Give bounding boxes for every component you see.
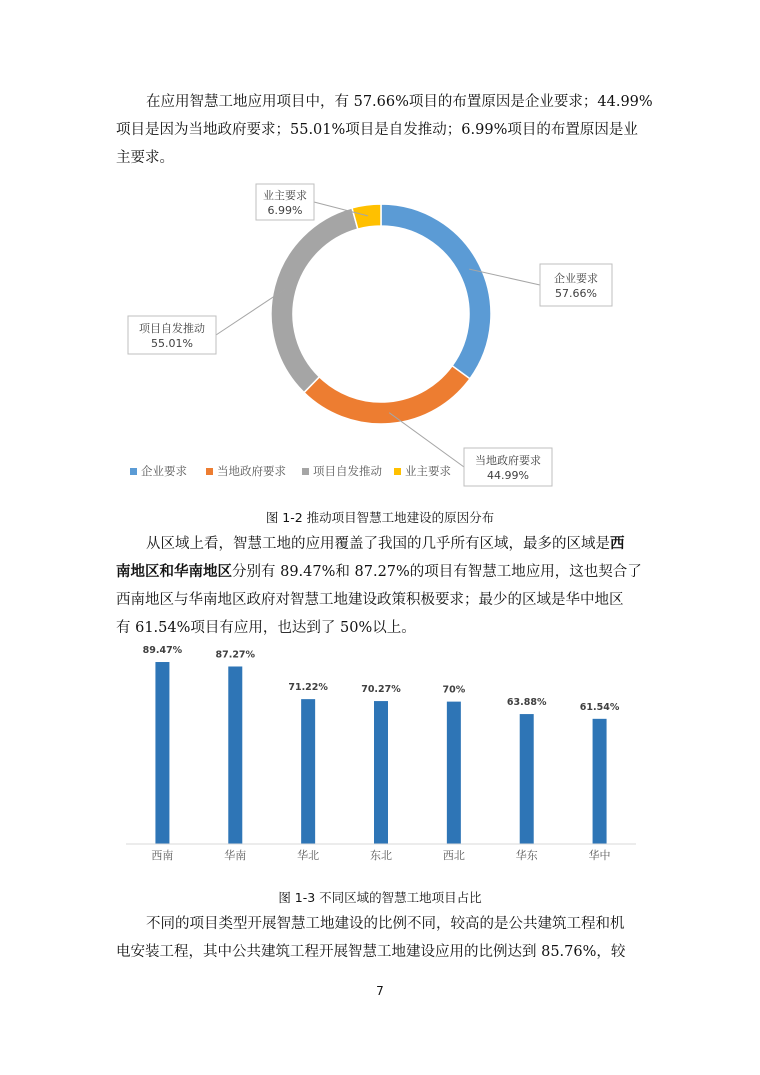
- leader-line: [389, 413, 464, 467]
- bar-西南: [155, 662, 169, 844]
- x-tick-label: 华中: [588, 849, 611, 862]
- legend-swatch: [130, 468, 137, 475]
- x-tick-label: 西南: [151, 849, 174, 862]
- slice-value-label: 44.99%: [487, 469, 529, 482]
- text-line: 西南地区与华南地区政府对智慧工地建设政策积极要求；最少的区域是华中地区: [116, 592, 624, 608]
- text-segment: 从区域上看，智慧工地的应用覆盖了我国的几乎所有区域，最多的区域是: [146, 536, 610, 552]
- text-line: 主要求。: [116, 150, 174, 166]
- text-line: [116, 530, 646, 558]
- legend-label: 当地政府要求: [217, 464, 286, 478]
- paragraph-reasons: [116, 88, 653, 172]
- x-tick-label: 东北: [370, 849, 392, 862]
- x-tick-label: 华东: [515, 849, 538, 862]
- bar-value-label: 70%: [442, 684, 466, 696]
- bar-东北: [374, 701, 388, 844]
- bar-华南: [228, 666, 242, 844]
- x-tick-labels: [151, 848, 610, 862]
- donut-slice-4: [352, 204, 381, 229]
- donut-slices: [271, 204, 491, 424]
- text-line: 在应用智慧工地应用项目中，有 57.66%项目的布置原因是企业要求；44.99%: [146, 94, 653, 110]
- bar-value-label: 70.27%: [361, 684, 401, 696]
- donut-slice-2: [304, 366, 470, 424]
- legend-label: 业主要求: [405, 464, 451, 478]
- bar-value-label: 63.88%: [506, 697, 547, 709]
- donut-slice-3: [271, 208, 358, 393]
- bar-西北: [447, 702, 461, 844]
- slice-name-label: 当地政府要求: [475, 454, 541, 467]
- slice-value-label: 6.99%: [267, 204, 303, 217]
- donut-legend: [130, 464, 451, 478]
- legend-label: 项目自发推动: [313, 464, 382, 478]
- paragraph-project-types: [116, 910, 646, 966]
- slice-value-label: 57.66%: [555, 287, 597, 300]
- bar-华北: [301, 699, 315, 844]
- bar-value-label: 71.22%: [288, 682, 328, 694]
- page-number: 7: [376, 984, 384, 998]
- donut-leaders: [216, 202, 540, 467]
- slice-name-label: 业主要求: [263, 189, 307, 202]
- bold-text: 西: [610, 536, 625, 552]
- text-line: 电安装工程，其中公共建筑工程开展智慧工地建设应用的比例达到 85.76%，较: [116, 944, 626, 960]
- legend-swatch: [302, 468, 309, 475]
- bar-chart: [116, 645, 646, 877]
- paragraph-regions: [116, 530, 646, 642]
- slice-name-label: 项目自发推动: [139, 322, 205, 335]
- x-tick-label: 华北: [297, 849, 320, 862]
- text-line: 项目是因为当地政府要求；55.01%项目是自发推动；6.99%项目的布置原因是业: [116, 122, 638, 138]
- bar-华中: [593, 719, 607, 844]
- text-segment: 分别有 89.47%和 87.27%的项目有智慧工地应用，这也契合了: [232, 564, 642, 580]
- slice-name-label: 企业要求: [554, 272, 598, 285]
- x-tick-label: 西北: [442, 849, 465, 862]
- donut-chart: [116, 182, 646, 492]
- text-line: 有 61.54%项目有应用，也达到了 50%以上。: [116, 620, 416, 636]
- legend-label: 企业要求: [141, 464, 187, 478]
- x-tick-label: 华南: [224, 849, 247, 862]
- figure-caption-1-2: 图 1-2 推动项目智慧工地建设的原因分布: [265, 510, 495, 525]
- donut-callouts: [128, 184, 612, 486]
- bar-marks: [143, 645, 620, 844]
- text-line: 不同的项目类型开展智慧工地建设的比例不同，较高的是公共建筑工程和机: [146, 916, 625, 932]
- legend-swatch: [206, 468, 213, 475]
- text-line: [116, 558, 646, 586]
- slice-value-label: 55.01%: [151, 337, 193, 350]
- bar-value-label: 61.54%: [579, 701, 620, 713]
- bar-华东: [520, 714, 534, 844]
- bar-value-label: 89.47%: [142, 645, 183, 657]
- bar-value-label: 87.27%: [215, 649, 256, 661]
- donut-slice-1: [381, 204, 491, 379]
- figure-caption-1-3: 图 1-3 不同区域的智慧工地项目占比: [278, 890, 482, 905]
- legend-swatch: [394, 468, 401, 475]
- bold-text: 南地区和华南地区: [116, 564, 232, 580]
